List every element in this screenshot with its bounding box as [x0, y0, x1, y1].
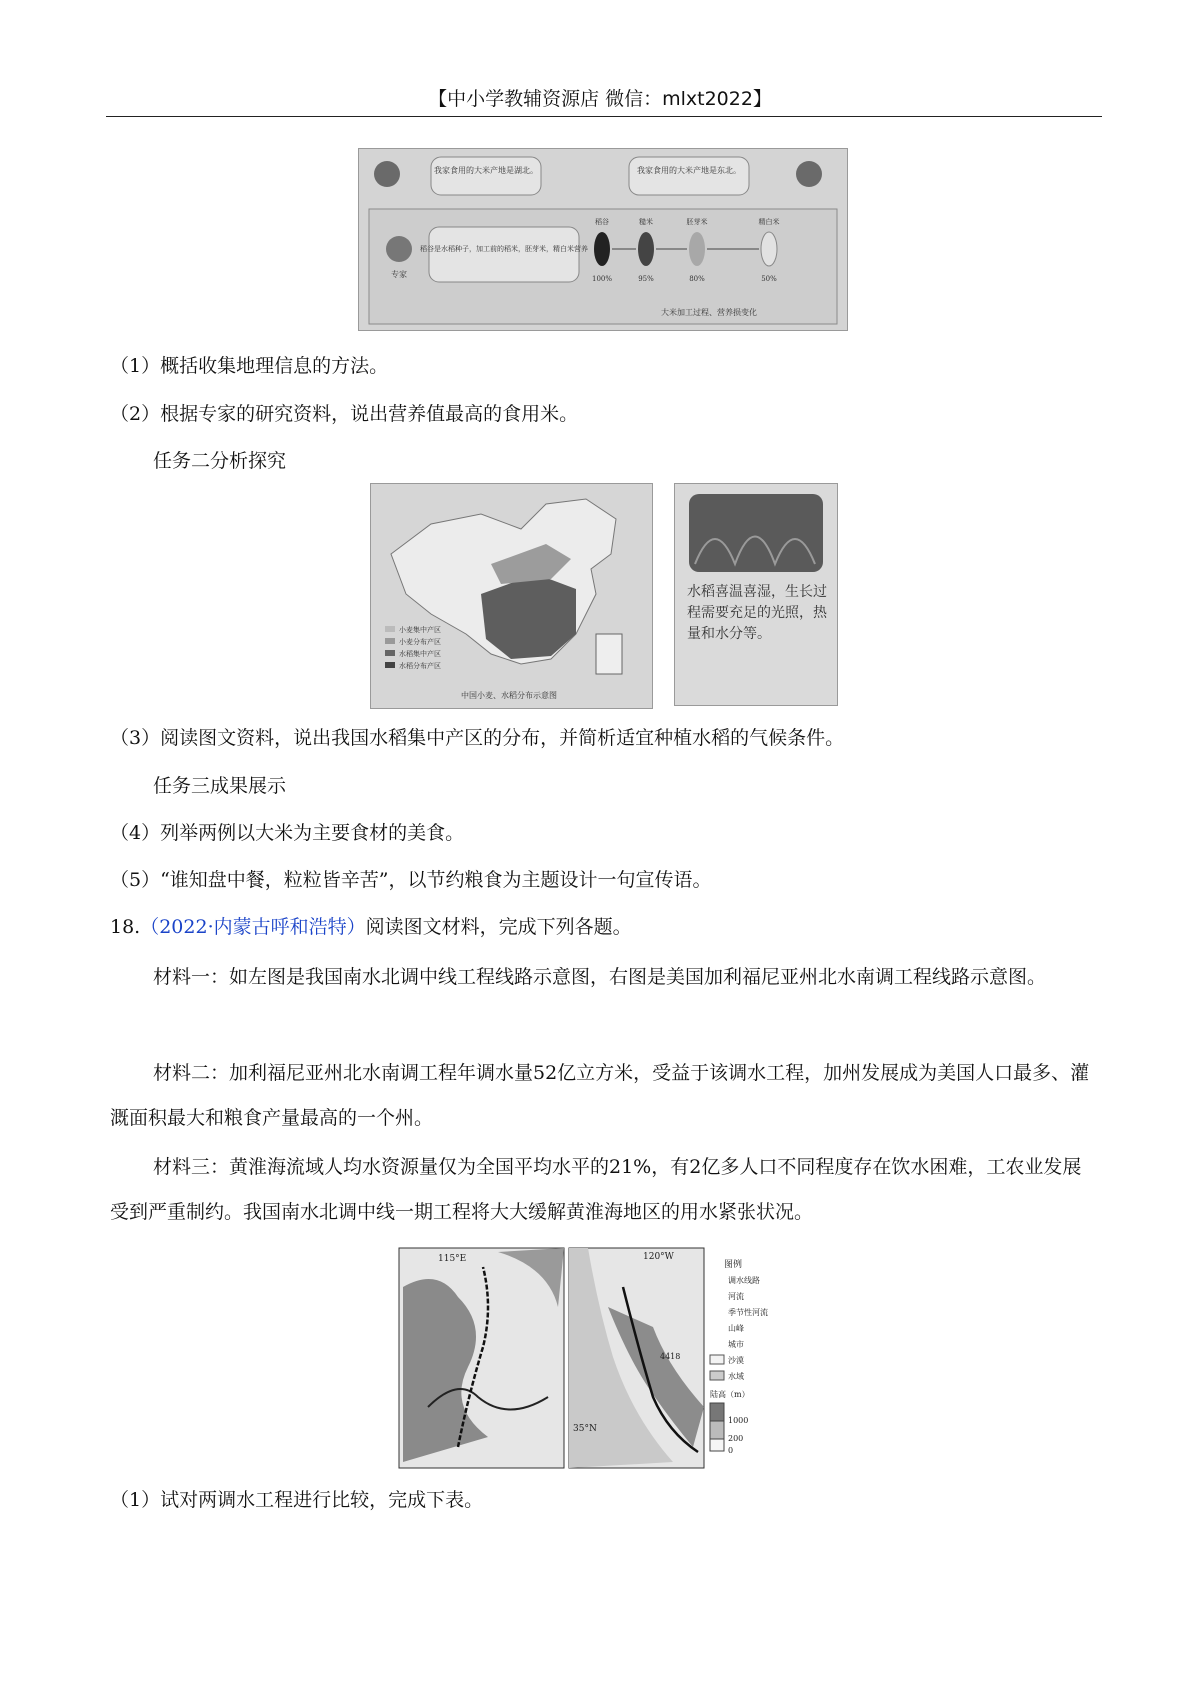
china-map-caption: 中国小麦、水稻分布示意图: [461, 691, 557, 700]
rice-caption: 大米加工过程、营养损变化: [661, 308, 757, 317]
bubble-1-text: 我家食用的大米产地是湖北。: [434, 166, 538, 175]
elevation-title: 陆高（m）: [710, 1390, 750, 1399]
elevation-1000: 1000: [728, 1416, 749, 1425]
q17-part5: （5）“谁知盘中餐，粒粒皆辛苦”，以节约粮食为主题设计一句宣传语。: [110, 869, 712, 891]
grain-1: [594, 232, 610, 266]
stage-4: 精白米: [758, 218, 780, 226]
q18-heading: [110, 912, 632, 939]
legend-item-2: 河流: [728, 1292, 744, 1301]
legend-item-5: 城市: [728, 1340, 744, 1349]
china-crop-map: [370, 483, 653, 709]
peak-label: 4418: [660, 1352, 681, 1361]
legend-item-4: 山峰: [728, 1324, 744, 1333]
rice-survey-drawing: [359, 149, 847, 330]
elevation-200: 200: [728, 1434, 744, 1443]
right-latitude: 35°N: [573, 1424, 597, 1434]
water-maps-drawing: [398, 1247, 808, 1469]
bubble-2-text: 我家食用的大米产地是东北。: [637, 166, 741, 175]
task3-heading: 任务三成果展示: [153, 775, 287, 797]
boy-avatar: [796, 161, 822, 187]
value-3: 80%: [689, 275, 705, 283]
stage-1: 稻谷: [595, 218, 609, 226]
q17-part4: （4）列举两例以大米为主要食材的美食。: [110, 822, 465, 844]
map-legend-4: 水稻分布产区: [399, 662, 441, 670]
q18-part1: （1）试对两调水工程进行比较，完成下表。: [110, 1489, 484, 1511]
rice-survey-figure: [358, 148, 848, 331]
left-longitude: 115°E: [438, 1254, 467, 1264]
material-3: 材料三：黄淮海流域人均水资源量仅为全国平均水平的21%，有2亿多人口不同程度存在饮水困难，工农业发展受到严重制约。我国南水北调中线一期工程将大大缓解黄淮海地区的用水紧张状况。: [110, 1156, 1082, 1223]
material-1: 材料一：如左图是我国南水北调中线工程线路示意图，右图是美国加利福尼亚州北水南调工程线路示意图。: [153, 966, 1047, 988]
elevation-0: 0: [728, 1446, 734, 1455]
value-2: 95%: [638, 275, 654, 283]
china-map-drawing: [371, 484, 652, 708]
header-rule: [106, 116, 1102, 117]
legend-item-6: 沙漠: [728, 1356, 744, 1365]
rice-photo-text: 水稻喜温喜湿，生长过程需要充足的光照，热量和水分等。: [687, 584, 827, 642]
bubble-3-text: 稻谷是水稻种子，加工前的稻米，胚芽米，精白米营养: [420, 245, 588, 253]
water-transfer-maps: [398, 1247, 808, 1469]
map-legend-2: 小麦分布产区: [399, 638, 441, 646]
q17-part1: （1）概括收集地理信息的方法。: [110, 355, 389, 377]
q18-number: 18.: [110, 916, 141, 938]
map-legend-3: 水稻集中产区: [399, 650, 441, 658]
map-legend-1: 小麦集中产区: [399, 626, 441, 634]
expert-label: 专家: [391, 270, 407, 279]
right-longitude: 120°W: [643, 1252, 674, 1262]
stage-3: 胚芽米: [686, 218, 708, 226]
q17-part2: （2）根据专家的研究资料，说出营养值最高的食用米。: [110, 403, 579, 425]
page-header: 【中小学教辅资源店 微信：mlxt2022】: [428, 88, 772, 110]
legend-item-3: 季节性河流: [728, 1308, 768, 1317]
grain-2: [638, 232, 654, 266]
grain-3: [689, 232, 705, 266]
expert-avatar: [386, 236, 412, 262]
rice-photo: [689, 494, 823, 572]
q18-intro: 阅读图文材料，完成下列各题。: [365, 916, 632, 938]
legend-title: 图例: [724, 1260, 743, 1270]
task2-heading: 任务二分析探究: [153, 450, 287, 472]
legend-item-1: 调水线路: [728, 1276, 760, 1285]
material-2: 材料二：加利福尼亚州北水南调工程年调水量52亿立方米，受益于该调水工程，加州发展成为美国人口最多、灌溉面积最大和粮食产量最高的一个州。: [110, 1062, 1090, 1129]
rice-photo-drawing: [675, 484, 837, 705]
legend-item-7: 水域: [728, 1372, 744, 1381]
value-4: 50%: [761, 275, 777, 283]
q18-source-link[interactable]: （2022·内蒙古呼和浩特）: [140, 916, 366, 938]
value-1: 100%: [591, 275, 613, 283]
stage-2: 糙米: [639, 218, 653, 226]
rice-photo-card: [674, 483, 838, 706]
grain-4: [761, 232, 777, 266]
girl-avatar: [374, 161, 400, 187]
q17-part3: （3）阅读图文资料，说出我国水稻集中产区的分布，并简析适宜种植水稻的气候条件。: [110, 727, 845, 749]
